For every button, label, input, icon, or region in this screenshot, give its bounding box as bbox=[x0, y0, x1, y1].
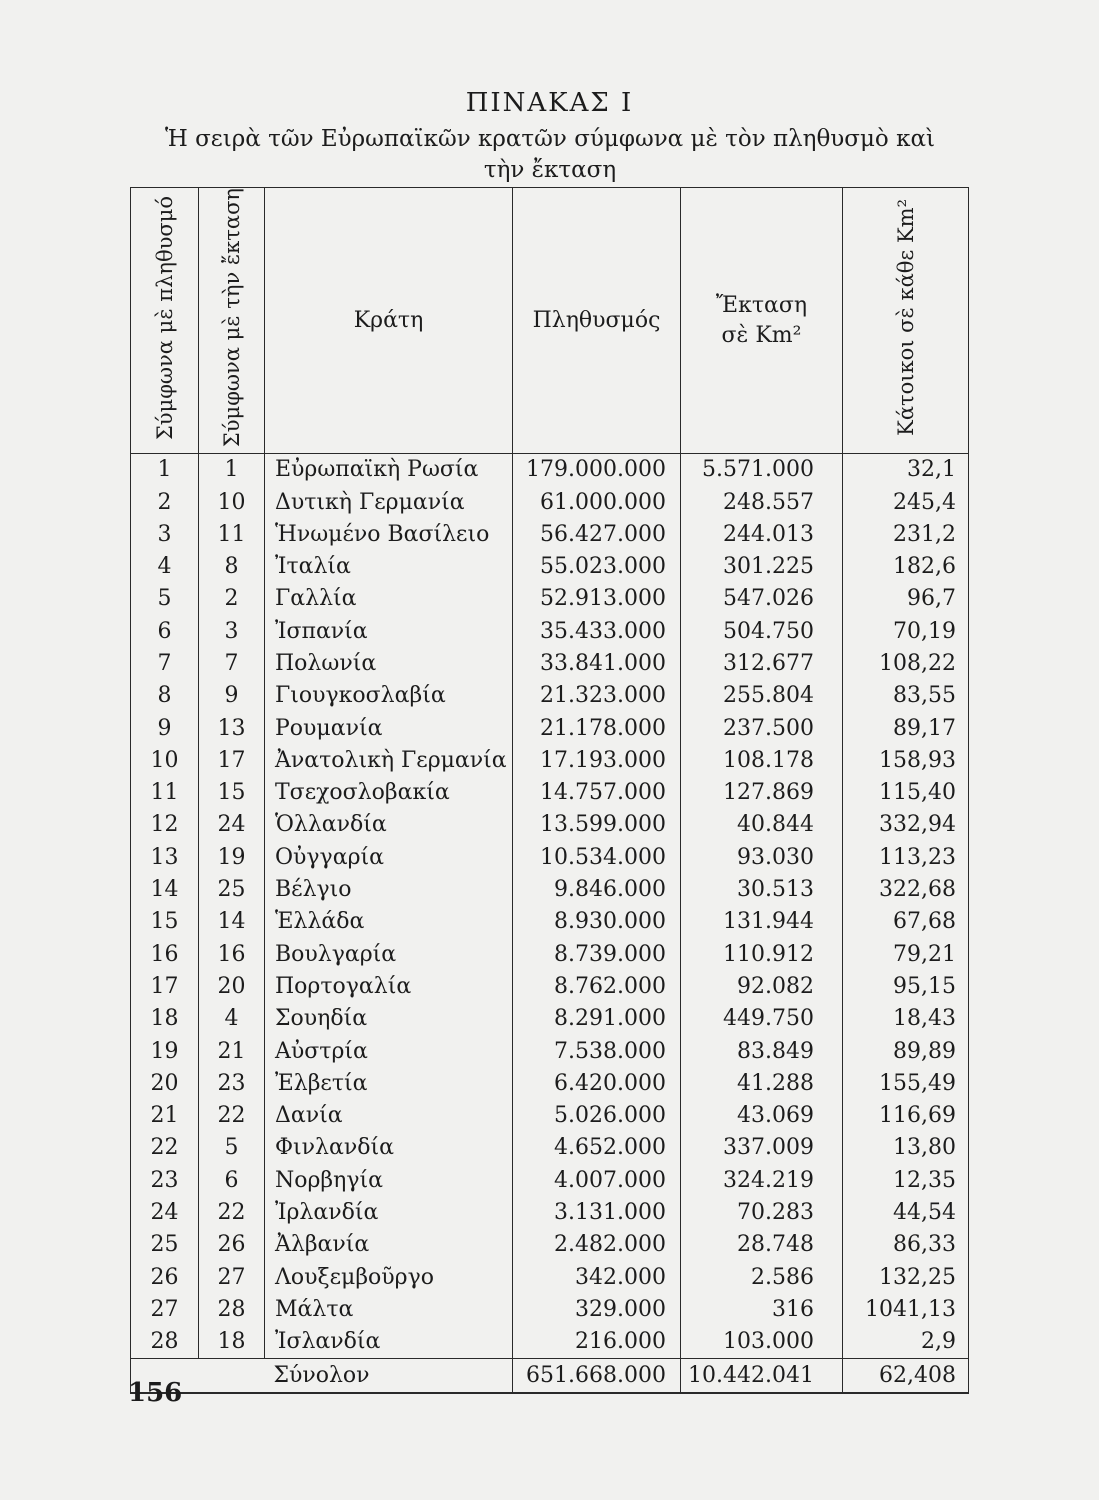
rank-population-cell: 25 bbox=[131, 1229, 199, 1261]
subtitle-line-1: Ἡ σειρὰ τῶν Εὐρωπαϊκῶν κρατῶν σύμφωνα μὲ τὸν πληθυσμὸ καὶ bbox=[164, 126, 936, 152]
rank-population-cell: 26 bbox=[131, 1261, 199, 1293]
table-row bbox=[131, 486, 969, 518]
table-row bbox=[131, 454, 969, 487]
table-row bbox=[131, 971, 969, 1003]
state-name-cell: Δυτικὴ Γερμανία bbox=[265, 486, 513, 518]
rank-population-cell: 22 bbox=[131, 1132, 199, 1164]
area-cell: 131.944 bbox=[681, 906, 843, 938]
table-row bbox=[131, 583, 969, 615]
table-row bbox=[131, 551, 969, 583]
population-cell: 6.420.000 bbox=[513, 1068, 681, 1100]
density-cell: 12,35 bbox=[843, 1165, 969, 1197]
rank-population-cell: 2 bbox=[131, 486, 199, 518]
density-cell: 116,69 bbox=[843, 1100, 969, 1132]
rank-area-cell: 18 bbox=[199, 1326, 265, 1359]
state-name-cell: Ἰταλία bbox=[265, 551, 513, 583]
area-cell: 83.849 bbox=[681, 1035, 843, 1067]
table-row bbox=[131, 616, 969, 648]
state-name-cell: Αὐστρία bbox=[265, 1035, 513, 1067]
table-row bbox=[131, 1197, 969, 1229]
density-cell: 67,68 bbox=[843, 906, 969, 938]
header-density: Κάτοικοι σὲ κάθε Km² bbox=[843, 188, 969, 454]
table-row bbox=[131, 906, 969, 938]
density-cell: 89,89 bbox=[843, 1035, 969, 1067]
rank-area-cell: 13 bbox=[199, 712, 265, 744]
table-row bbox=[131, 842, 969, 874]
table-row bbox=[131, 1132, 969, 1164]
table-row bbox=[131, 939, 969, 971]
density-cell: 1041,13 bbox=[843, 1294, 969, 1326]
population-cell: 216.000 bbox=[513, 1326, 681, 1359]
rank-area-cell: 8 bbox=[199, 551, 265, 583]
density-cell: 231,2 bbox=[843, 519, 969, 551]
state-name-cell: Ἰρλανδία bbox=[265, 1197, 513, 1229]
population-cell: 8.291.000 bbox=[513, 1003, 681, 1035]
rank-area-cell: 10 bbox=[199, 486, 265, 518]
rank-area-cell: 21 bbox=[199, 1035, 265, 1067]
state-name-cell: Νορβηγία bbox=[265, 1165, 513, 1197]
density-cell: 132,25 bbox=[843, 1261, 969, 1293]
rank-population-cell: 5 bbox=[131, 583, 199, 615]
total-density: 62,408 bbox=[843, 1359, 969, 1393]
rank-area-cell: 20 bbox=[199, 971, 265, 1003]
population-cell: 8.930.000 bbox=[513, 906, 681, 938]
population-cell: 21.323.000 bbox=[513, 680, 681, 712]
density-cell: 83,55 bbox=[843, 680, 969, 712]
rank-population-cell: 27 bbox=[131, 1294, 199, 1326]
density-cell: 158,93 bbox=[843, 745, 969, 777]
area-cell: 312.677 bbox=[681, 648, 843, 680]
area-cell: 2.586 bbox=[681, 1261, 843, 1293]
rank-population-cell: 12 bbox=[131, 809, 199, 841]
table-subtitle bbox=[120, 124, 980, 186]
rank-area-cell: 11 bbox=[199, 519, 265, 551]
rank-population-cell: 19 bbox=[131, 1035, 199, 1067]
state-name-cell: Μάλτα bbox=[265, 1294, 513, 1326]
density-cell: 332,94 bbox=[843, 809, 969, 841]
population-cell: 7.538.000 bbox=[513, 1035, 681, 1067]
table-row bbox=[131, 777, 969, 809]
density-cell: 2,9 bbox=[843, 1326, 969, 1359]
area-cell: 5.571.000 bbox=[681, 454, 843, 487]
subtitle-line-2: τὴν ἔκταση bbox=[483, 157, 617, 183]
population-cell: 14.757.000 bbox=[513, 777, 681, 809]
area-cell: 30.513 bbox=[681, 874, 843, 906]
density-cell: 18,43 bbox=[843, 1003, 969, 1035]
population-cell: 17.193.000 bbox=[513, 745, 681, 777]
area-cell: 41.288 bbox=[681, 1068, 843, 1100]
rank-area-cell: 1 bbox=[199, 454, 265, 487]
population-cell: 2.482.000 bbox=[513, 1229, 681, 1261]
area-cell: 244.013 bbox=[681, 519, 843, 551]
density-cell: 70,19 bbox=[843, 616, 969, 648]
population-cell: 5.026.000 bbox=[513, 1100, 681, 1132]
rank-population-cell: 16 bbox=[131, 939, 199, 971]
area-cell: 255.804 bbox=[681, 680, 843, 712]
density-cell: 86,33 bbox=[843, 1229, 969, 1261]
state-name-cell: Δανία bbox=[265, 1100, 513, 1132]
rank-population-cell: 3 bbox=[131, 519, 199, 551]
state-name-cell: Ἐλβετία bbox=[265, 1068, 513, 1100]
table-row bbox=[131, 874, 969, 906]
table-row bbox=[131, 1165, 969, 1197]
rank-population-cell: 23 bbox=[131, 1165, 199, 1197]
table-row bbox=[131, 809, 969, 841]
header-population: Πληθυσμός bbox=[513, 188, 681, 454]
density-cell: 182,6 bbox=[843, 551, 969, 583]
state-name-cell: Σουηδία bbox=[265, 1003, 513, 1035]
rank-population-cell: 28 bbox=[131, 1326, 199, 1359]
state-name-cell: Ἡνωμένο Βασίλειο bbox=[265, 519, 513, 551]
table-row bbox=[131, 1068, 969, 1100]
page-number: 156 bbox=[128, 1378, 183, 1408]
density-cell: 32,1 bbox=[843, 454, 969, 487]
area-cell: 237.500 bbox=[681, 712, 843, 744]
area-cell: 103.000 bbox=[681, 1326, 843, 1359]
state-name-cell: Ὁλλανδία bbox=[265, 809, 513, 841]
area-cell: 70.283 bbox=[681, 1197, 843, 1229]
area-cell: 43.069 bbox=[681, 1100, 843, 1132]
area-cell: 337.009 bbox=[681, 1132, 843, 1164]
rank-population-cell: 7 bbox=[131, 648, 199, 680]
rank-population-cell: 10 bbox=[131, 745, 199, 777]
rank-population-cell: 18 bbox=[131, 1003, 199, 1035]
area-cell: 92.082 bbox=[681, 971, 843, 1003]
state-name-cell: Γιουγκοσλαβία bbox=[265, 680, 513, 712]
table-row bbox=[131, 1294, 969, 1326]
table-row bbox=[131, 648, 969, 680]
area-cell: 127.869 bbox=[681, 777, 843, 809]
table-row bbox=[131, 680, 969, 712]
rank-area-cell: 15 bbox=[199, 777, 265, 809]
state-name-cell: Εὐρωπαϊκὴ Ρωσία bbox=[265, 454, 513, 487]
area-cell: 301.225 bbox=[681, 551, 843, 583]
population-cell: 329.000 bbox=[513, 1294, 681, 1326]
rank-population-cell: 8 bbox=[131, 680, 199, 712]
population-cell: 13.599.000 bbox=[513, 809, 681, 841]
population-cell: 61.000.000 bbox=[513, 486, 681, 518]
rank-population-cell: 24 bbox=[131, 1197, 199, 1229]
rank-area-cell: 2 bbox=[199, 583, 265, 615]
population-cell: 3.131.000 bbox=[513, 1197, 681, 1229]
rank-area-cell: 24 bbox=[199, 809, 265, 841]
area-cell: 547.026 bbox=[681, 583, 843, 615]
table-row bbox=[131, 1229, 969, 1261]
density-cell: 115,40 bbox=[843, 777, 969, 809]
area-cell: 504.750 bbox=[681, 616, 843, 648]
header-rank-population: Σύμφωνα μὲ πληθυσμό bbox=[131, 188, 199, 454]
total-row bbox=[131, 1359, 969, 1393]
rank-area-cell: 9 bbox=[199, 680, 265, 712]
rank-area-cell: 14 bbox=[199, 906, 265, 938]
state-name-cell: Φινλανδία bbox=[265, 1132, 513, 1164]
rank-area-cell: 22 bbox=[199, 1100, 265, 1132]
state-name-cell: Οὐγγαρία bbox=[265, 842, 513, 874]
density-cell: 155,49 bbox=[843, 1068, 969, 1100]
rank-population-cell: 15 bbox=[131, 906, 199, 938]
rank-population-cell: 6 bbox=[131, 616, 199, 648]
population-cell: 33.841.000 bbox=[513, 648, 681, 680]
table-header-row bbox=[131, 188, 969, 454]
state-name-cell: Τσεχοσλοβακία bbox=[265, 777, 513, 809]
table-row bbox=[131, 1003, 969, 1035]
rank-area-cell: 3 bbox=[199, 616, 265, 648]
table-row bbox=[131, 519, 969, 551]
area-cell: 449.750 bbox=[681, 1003, 843, 1035]
total-area: 10.442.041 bbox=[681, 1359, 843, 1393]
table-row bbox=[131, 745, 969, 777]
data-table bbox=[130, 187, 969, 1394]
rank-area-cell: 17 bbox=[199, 745, 265, 777]
population-cell: 21.178.000 bbox=[513, 712, 681, 744]
state-name-cell: Ἑλλάδα bbox=[265, 906, 513, 938]
population-cell: 179.000.000 bbox=[513, 454, 681, 487]
table-row bbox=[131, 1035, 969, 1067]
rank-area-cell: 19 bbox=[199, 842, 265, 874]
table-row bbox=[131, 1100, 969, 1132]
density-cell: 113,23 bbox=[843, 842, 969, 874]
table-title: ΠΙΝΑΚΑΣ Ι bbox=[465, 88, 634, 118]
rank-area-cell: 25 bbox=[199, 874, 265, 906]
density-cell: 95,15 bbox=[843, 971, 969, 1003]
header-rank-area: Σύμφωνα μὲ τὴν ἔκταση bbox=[199, 188, 265, 454]
state-name-cell: Πορτογαλία bbox=[265, 971, 513, 1003]
state-name-cell: Ἰσπανία bbox=[265, 616, 513, 648]
population-cell: 55.023.000 bbox=[513, 551, 681, 583]
total-population: 651.668.000 bbox=[513, 1359, 681, 1393]
density-cell: 108,22 bbox=[843, 648, 969, 680]
state-name-cell: Λουξεμβοῦργο bbox=[265, 1261, 513, 1293]
table-body bbox=[131, 454, 969, 1393]
population-cell: 56.427.000 bbox=[513, 519, 681, 551]
area-cell: 40.844 bbox=[681, 809, 843, 841]
area-cell: 93.030 bbox=[681, 842, 843, 874]
population-cell: 4.007.000 bbox=[513, 1165, 681, 1197]
rank-population-cell: 9 bbox=[131, 712, 199, 744]
rank-population-cell: 11 bbox=[131, 777, 199, 809]
header-state: Κράτη bbox=[265, 188, 513, 454]
rank-population-cell: 13 bbox=[131, 842, 199, 874]
rank-area-cell: 7 bbox=[199, 648, 265, 680]
rank-population-cell: 21 bbox=[131, 1100, 199, 1132]
area-cell: 110.912 bbox=[681, 939, 843, 971]
area-cell: 108.178 bbox=[681, 745, 843, 777]
header-area: Ἔκταση σὲ Km² bbox=[681, 188, 843, 454]
state-name-cell: Πολωνία bbox=[265, 648, 513, 680]
state-name-cell: Γαλλία bbox=[265, 583, 513, 615]
density-cell: 44,54 bbox=[843, 1197, 969, 1229]
density-cell: 96,7 bbox=[843, 583, 969, 615]
population-cell: 342.000 bbox=[513, 1261, 681, 1293]
population-cell: 9.846.000 bbox=[513, 874, 681, 906]
state-name-cell: Ρουμανία bbox=[265, 712, 513, 744]
rank-population-cell: 4 bbox=[131, 551, 199, 583]
population-cell: 4.652.000 bbox=[513, 1132, 681, 1164]
area-cell: 316 bbox=[681, 1294, 843, 1326]
density-cell: 322,68 bbox=[843, 874, 969, 906]
table-row bbox=[131, 712, 969, 744]
density-cell: 245,4 bbox=[843, 486, 969, 518]
table-row bbox=[131, 1326, 969, 1359]
density-cell: 79,21 bbox=[843, 939, 969, 971]
population-cell: 8.762.000 bbox=[513, 971, 681, 1003]
population-cell: 52.913.000 bbox=[513, 583, 681, 615]
population-cell: 35.433.000 bbox=[513, 616, 681, 648]
table-row bbox=[131, 1261, 969, 1293]
state-name-cell: Ἀνατολικὴ Γερμανία bbox=[265, 745, 513, 777]
state-name-cell: Βουλγαρία bbox=[265, 939, 513, 971]
area-cell: 28.748 bbox=[681, 1229, 843, 1261]
rank-population-cell: 14 bbox=[131, 874, 199, 906]
rank-area-cell: 27 bbox=[199, 1261, 265, 1293]
rank-area-cell: 4 bbox=[199, 1003, 265, 1035]
rank-population-cell: 1 bbox=[131, 454, 199, 487]
total-label: Σύνολον bbox=[131, 1359, 513, 1393]
area-cell: 248.557 bbox=[681, 486, 843, 518]
rank-area-cell: 26 bbox=[199, 1229, 265, 1261]
state-name-cell: Ἀλβανία bbox=[265, 1229, 513, 1261]
rank-population-cell: 17 bbox=[131, 971, 199, 1003]
state-name-cell: Ἰσλανδία bbox=[265, 1326, 513, 1359]
population-cell: 10.534.000 bbox=[513, 842, 681, 874]
rank-area-cell: 28 bbox=[199, 1294, 265, 1326]
density-cell: 13,80 bbox=[843, 1132, 969, 1164]
rank-area-cell: 23 bbox=[199, 1068, 265, 1100]
rank-area-cell: 6 bbox=[199, 1165, 265, 1197]
state-name-cell: Βέλγιο bbox=[265, 874, 513, 906]
rank-area-cell: 22 bbox=[199, 1197, 265, 1229]
rank-population-cell: 20 bbox=[131, 1068, 199, 1100]
population-cell: 8.739.000 bbox=[513, 939, 681, 971]
rank-area-cell: 16 bbox=[199, 939, 265, 971]
density-cell: 89,17 bbox=[843, 712, 969, 744]
area-cell: 324.219 bbox=[681, 1165, 843, 1197]
rank-area-cell: 5 bbox=[199, 1132, 265, 1164]
